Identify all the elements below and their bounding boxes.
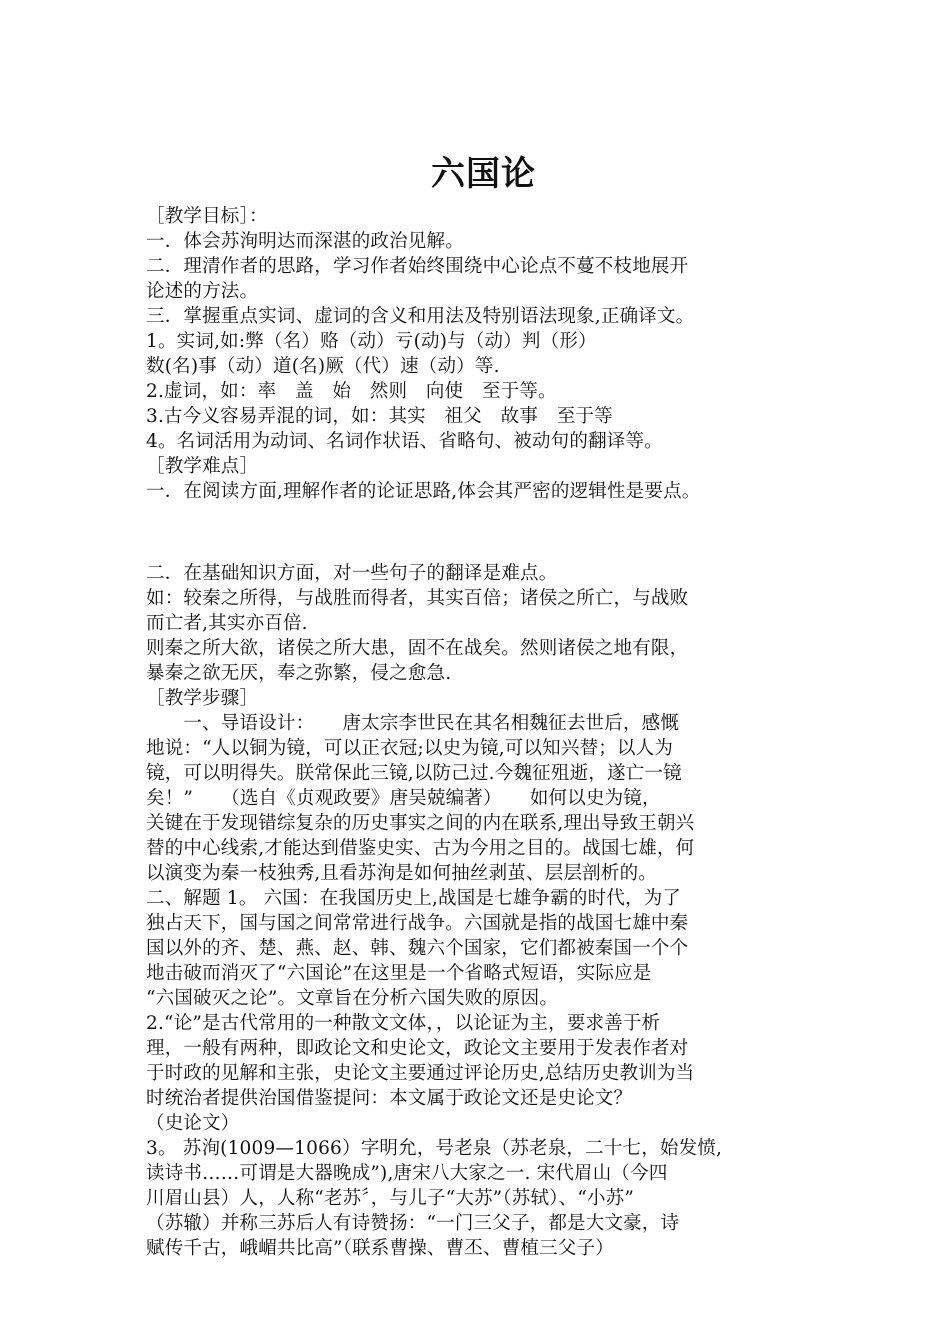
text-line: 一．在阅读方面,理解作者的论证思路,体会其严密的逻辑性是要点。 [146, 481, 701, 502]
document-page [146, 148, 821, 1261]
text-line: 二．理清作者的思路，学习作者始终围绕中心论点不蔓不枝地展开 [146, 256, 689, 277]
text-line: 一、导语设计： 唐太宗李世民在其名相魏征去世后，感慨 [146, 713, 680, 734]
text-line: （史论文） [146, 1113, 240, 1134]
text-line: 而亡者,其实亦百倍. [146, 613, 308, 634]
text-line: 数(名)事（动）道(名)厥（代）速（动）等. [146, 356, 500, 377]
text-line: 4。名词活用为动词、名词作状语、省略句、被动句的翻译等。 [146, 431, 663, 452]
text-line: ［教学目标］： [146, 206, 268, 227]
text-line: 理，一般有两种，即政论文和史论文，政论文主要用于发表作者对 [146, 1038, 689, 1059]
text-line: 川眉山县）人，人称“老苏〞，与儿子“大苏”（苏轼）、“小苏” [146, 1188, 635, 1209]
text-line: 时统治者提供治国借鉴提问：本文属于政论文还是史论文？ [146, 1088, 633, 1109]
text-line: 读诗书……可谓是大器晚成”),唐宋八大家之一. 宋代眉山（今四 [146, 1163, 668, 1184]
text-line: 一．体会苏洵明达而深湛的政治见解。 [146, 231, 464, 252]
text-line: 于时政的见解和主张，史论文主要通过评论历史,总结历史教训为当 [146, 1063, 695, 1084]
blank-line [146, 520, 821, 545]
text-line: 矣！” （选自《贞观政要》唐吴兢编著） 如何以史为镜， [146, 788, 661, 809]
text-line: 赋传千古，峨嵋共比高”（联系曹操、曹丕、曹植三父子） [146, 1238, 614, 1259]
text-line: 独占天下，国与国之间常常进行战争。六国就是指的战国七雄中秦 [146, 913, 689, 934]
text-line: 3.古今义容易弄混的词，如：其实 祖父 故事 至于等 [146, 406, 613, 427]
text-line: 地说：“人以铜为镜，可以正衣冠;以史为镜,可以知兴替；以人为 [146, 738, 674, 759]
text-line: 3。 苏洵(1009—1066）字明允，号老泉（苏老泉，二十七，始发愤, [146, 1138, 723, 1159]
text-line: 地击破而消灭了“六国论”在这里是一个省略式短语，实际应是 [146, 963, 652, 984]
text-line: 1。实词,如:弊（名）赂（动）亏(动)与（动）判（形） [146, 331, 597, 352]
text-line: 二、解题 1。 六国：在我国历史上,战国是七雄争霸的时代，为了 [146, 888, 682, 909]
text-line: 关键在于发现错综复杂的历史事实之间的内在联系,理出导致王朝兴 [146, 813, 695, 834]
text-line: 国以外的齐、楚、燕、赵、韩、魏六个国家，它们都被秦国一个个 [146, 938, 689, 959]
text-line: 以演变为秦一枝独秀,且看苏洵是如何抽丝剥茧、层层剖析的。 [146, 863, 657, 884]
text-line: ［教学步骤］ [146, 688, 259, 709]
text-line: 暴秦之欲无厌，奉之弥繁，侵之愈急. [146, 663, 452, 684]
text-line: 2.“论”是古代常用的一种散文文体，，以论证为主，要求善于析 [146, 1013, 661, 1034]
text-line: ［教学难点］ [146, 456, 259, 477]
text-line: 论述的方法。 [146, 281, 259, 302]
text-line: 替的中心线索,才能达到借鉴史实、古为今用之目的。战国七雄，何 [146, 838, 695, 859]
text-line: “六国破灭之论”。文章旨在分析六国失败的原因。 [146, 988, 559, 1009]
document-body [146, 204, 821, 1261]
text-line: 2.虚词，如：率 盖 始 然则 向使 至于等。 [146, 381, 557, 402]
text-line: （苏辙）并称三苏后人有诗赞扬：“一门三父子，都是大文豪，诗 [146, 1213, 680, 1234]
text-line: 则秦之所大欲，诸侯之所大患，固不在战矣。然则诸侯之地有限， [146, 638, 689, 659]
document-title: 六国论 [431, 154, 536, 194]
text-line: 二．在基础知识方面，对一些句子的翻译是难点。 [146, 563, 558, 584]
text-line: 镜，可以明得失。朕常保此三镜,以防己过.今魏征殂逝，遂亡一镜 [146, 763, 682, 784]
text-line: 如：较秦之所得，与战胜而得者，其实百倍；诸侯之所亡，与战败 [146, 588, 689, 609]
text-line: 三．掌握重点实词、虚词的含义和用法及特别语法现象,正确译文。 [146, 306, 695, 327]
